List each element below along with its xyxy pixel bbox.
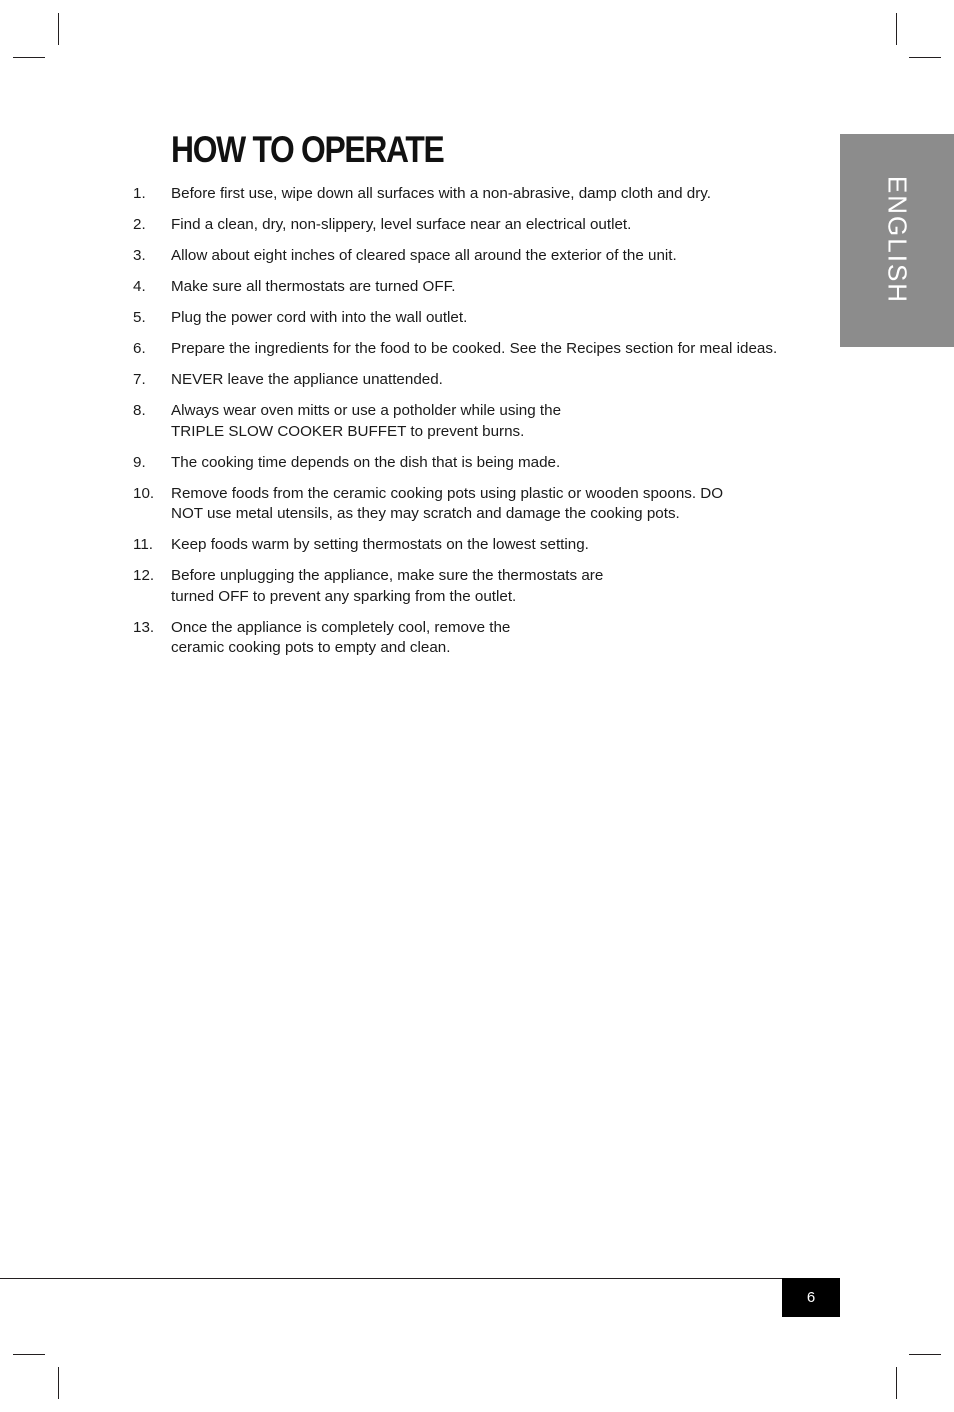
step-text: Keep foods warm by setting thermostats on the lowest setting. [171, 536, 589, 553]
list-item [133, 215, 813, 236]
step-text: Before first use, wipe down all surfaces with a non-abrasive, damp cloth and dry. [171, 185, 711, 202]
list-item [133, 566, 813, 607]
list-item [133, 484, 813, 525]
step-text: Find a clean, dry, non-slippery, level surface near an electrical outlet. [171, 216, 632, 233]
page-number: 6 [782, 1278, 840, 1317]
step-text: Plug the power cord with into the wall outlet. [171, 309, 468, 326]
step-number: 3. [133, 247, 146, 264]
step-number: 12. [133, 567, 155, 584]
language-tab [840, 134, 954, 347]
list-item [133, 370, 813, 391]
step-text: Remove foods from the ceramic cooking pots using plastic or wooden spoons. DO NOT use metal utensils, as they may scratch and damage the cooking pots. [171, 484, 724, 522]
list-item [133, 246, 813, 267]
step-text: Prepare the ingredients for the food to be cooked. See the Recipes section for meal ideas. [171, 340, 778, 357]
step-number: 6. [133, 340, 146, 357]
list-item [133, 339, 813, 360]
step-text: Allow about eight inches of cleared space all around the exterior of the unit. [171, 247, 677, 264]
step-number: 11. [133, 536, 153, 553]
step-number: 2. [133, 216, 146, 233]
step-number: 4. [133, 278, 146, 295]
step-number: 8. [133, 402, 146, 419]
step-number: 5. [133, 309, 146, 326]
step-number: 7. [133, 371, 146, 388]
crop-mark [909, 1354, 941, 1355]
list-item [133, 535, 813, 556]
step-text: Once the appliance is completely cool, remove the ceramic cooking pots to empty and clean. [171, 618, 511, 656]
crop-mark [896, 1367, 897, 1399]
step-number: 10. [133, 484, 155, 502]
step-number: 1. [133, 185, 146, 202]
page-title: HOW TO OPERATE [171, 129, 444, 170]
crop-mark [13, 57, 45, 58]
footer-rule [0, 1278, 840, 1279]
crop-mark [13, 1354, 45, 1355]
instruction-list [133, 184, 813, 669]
step-text: The cooking time depends on the dish that is being made. [171, 453, 561, 471]
step-number: 9. [133, 453, 146, 471]
crop-mark [896, 13, 897, 45]
crop-mark [909, 57, 941, 58]
list-item [133, 184, 813, 205]
crop-mark [58, 13, 59, 45]
list-item [133, 308, 813, 329]
step-text: Make sure all thermostats are turned OFF. [171, 278, 456, 295]
crop-mark [58, 1367, 59, 1399]
step-text: NEVER leave the appliance unattended. [171, 371, 443, 388]
step-text: Always wear oven mitts or use a potholder while using the TRIPLE SLOW COOKER BUFFET to prevent burns. [171, 402, 562, 440]
step-text: Before unplugging the appliance, make sure the thermostats are turned OFF to prevent any sparking from the outlet. [171, 567, 604, 605]
language-tab-label: ENGLISH [882, 175, 913, 305]
list-item [133, 453, 813, 474]
list-item [133, 618, 813, 659]
list-item [133, 277, 813, 298]
list-item [133, 401, 813, 442]
step-number: 13. [133, 618, 155, 636]
